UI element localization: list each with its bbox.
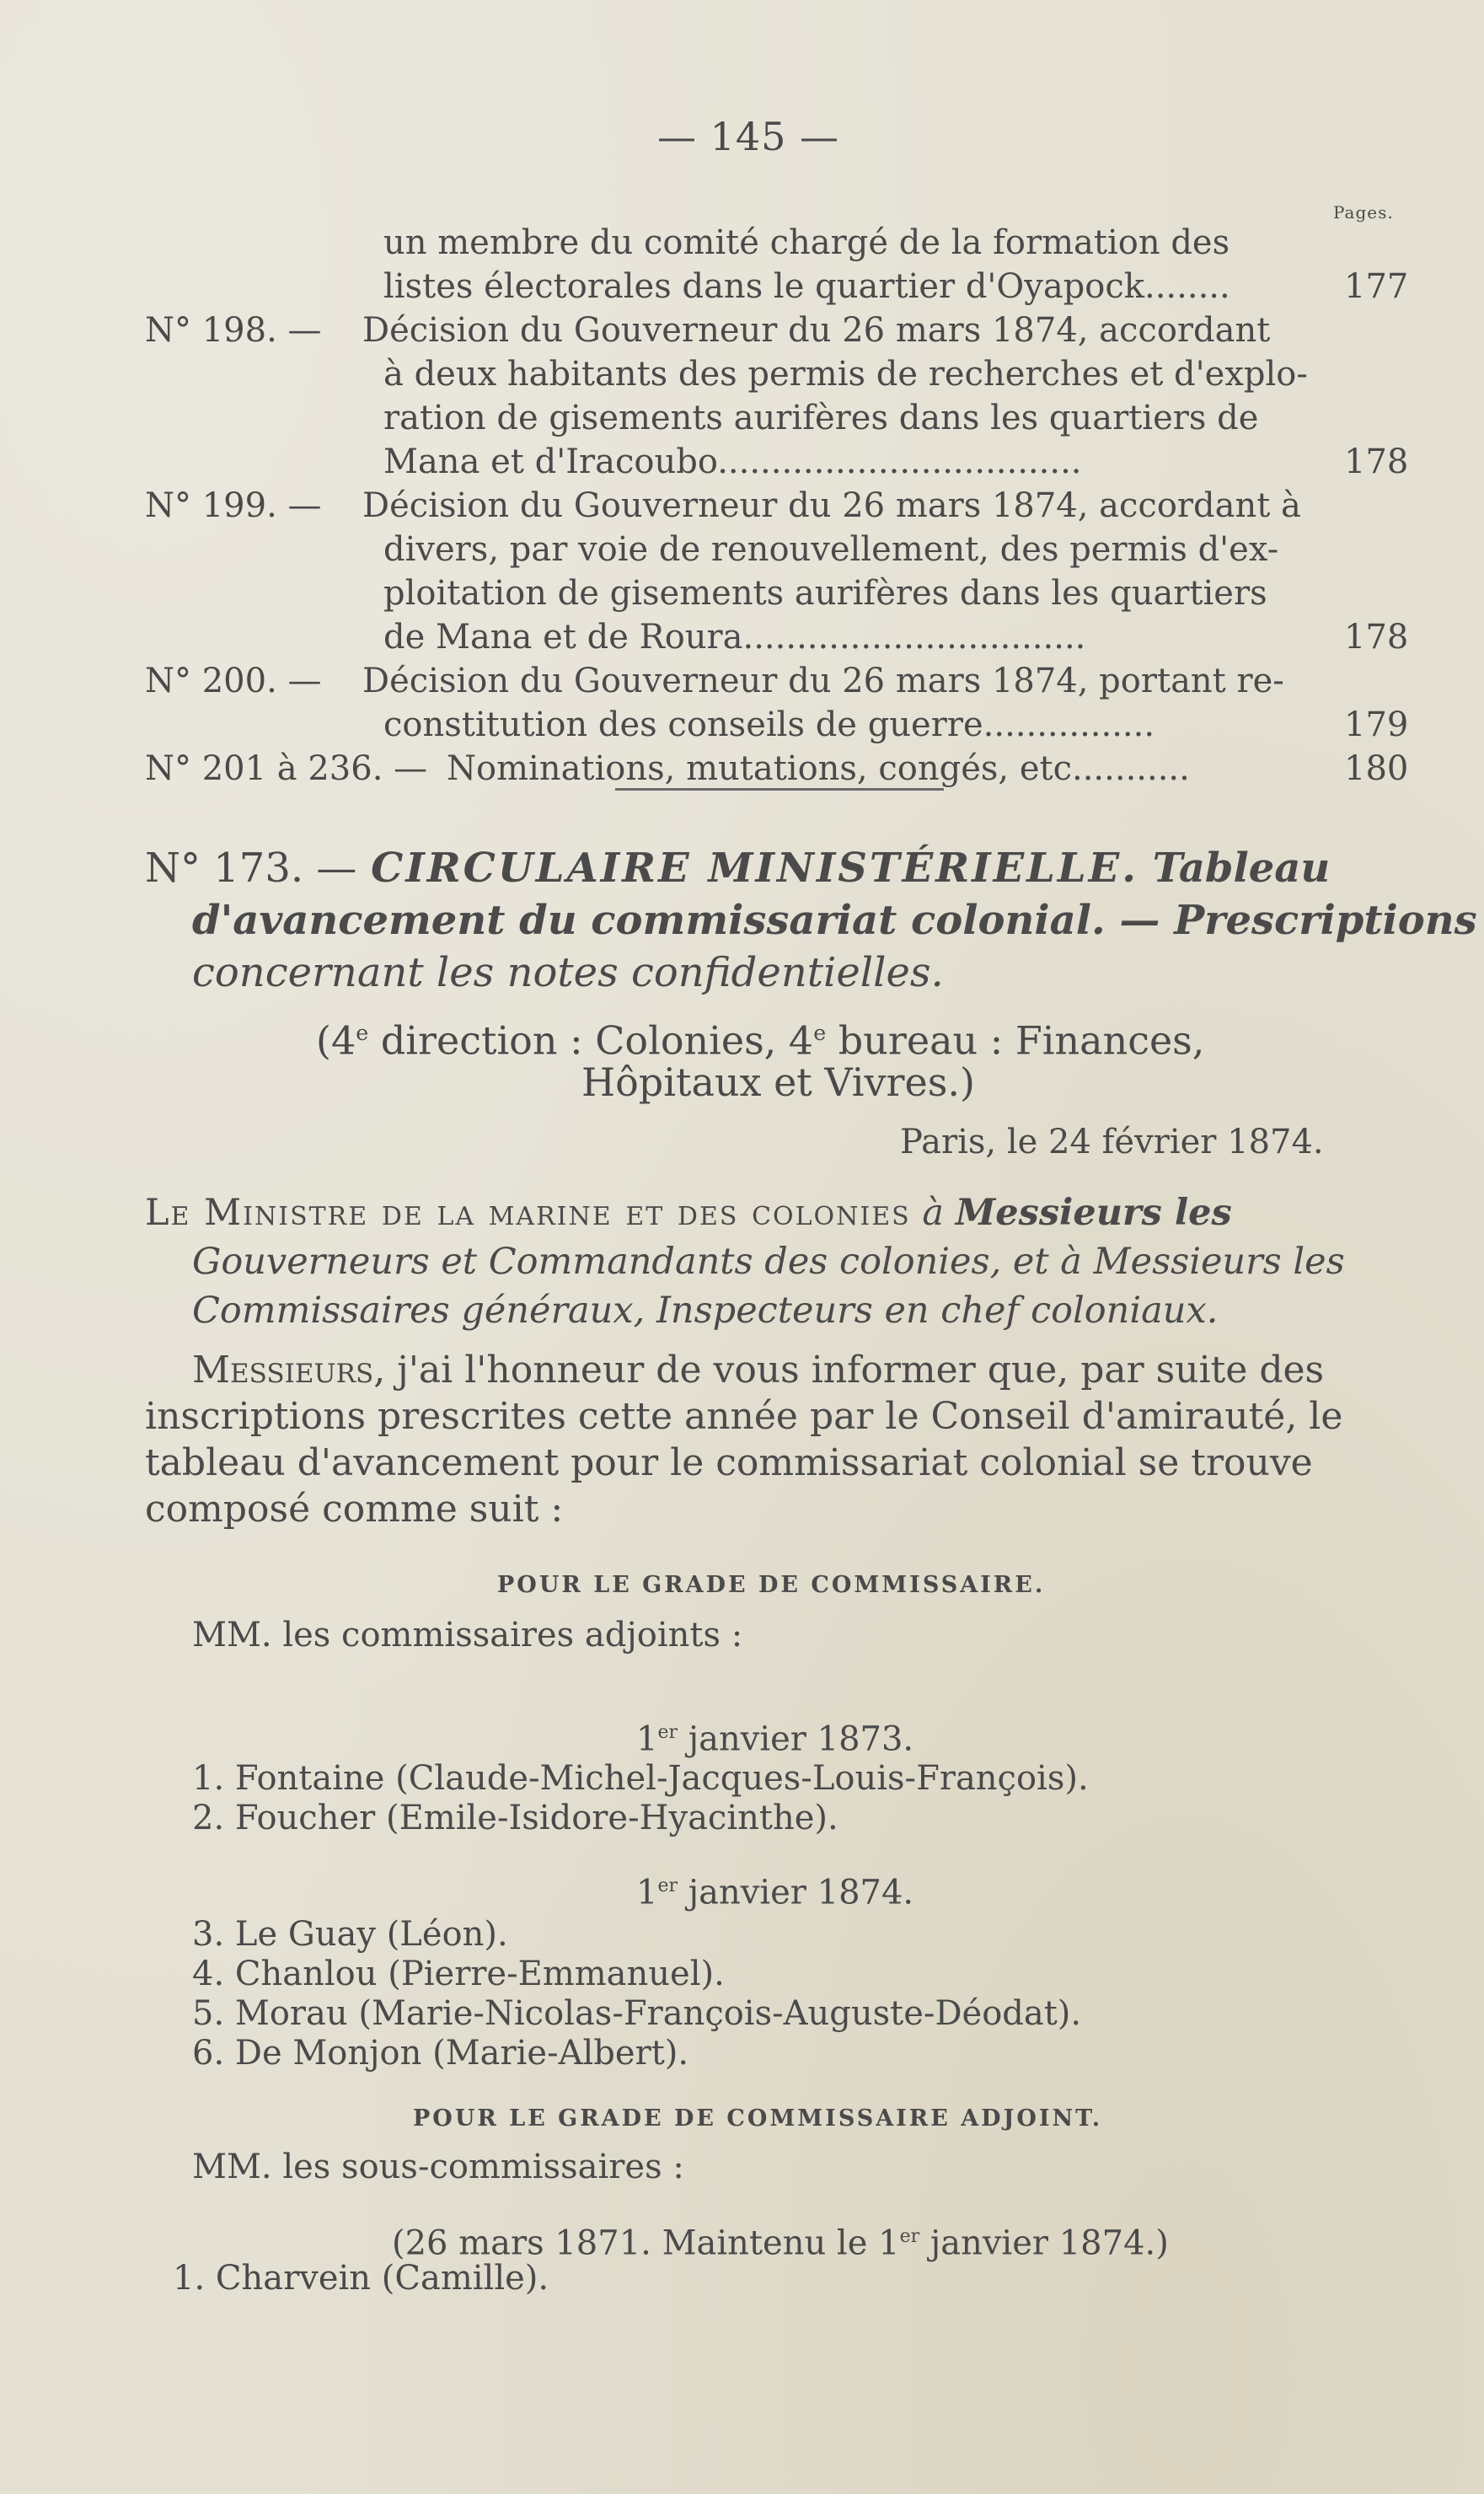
sender: Le Ministre de la marine et des colonies (145, 1192, 911, 1234)
toc-page: 177 (1344, 267, 1409, 306)
toc-line: de Mana et de Roura................................ (383, 618, 1086, 657)
heading-line: concernant les notes confidentielles. (192, 949, 944, 996)
list-item: 1. Charvein (Camille). (173, 2259, 549, 2298)
toc-line: ration de gisements aurifères dans les quartiers de (383, 399, 1259, 437)
section-title: POUR LE GRADE DE COMMISSAIRE. (497, 1572, 1046, 1598)
toc-line: constitution des conseils de guerre................ (383, 705, 1155, 744)
group-date: 1er janvier 1873. (636, 1719, 914, 1759)
salutation-line: Gouverneurs et Commandants des colonies, et à Messieurs les (192, 1241, 1345, 1283)
toc-page: 179 (1344, 705, 1409, 744)
list-item: 2. Foucher (Emile-Isidore-Hyacinthe). (192, 1799, 838, 1837)
group-date: 1er janvier 1874. (636, 1873, 914, 1912)
toc-line: Mana et d'Iracoubo.................................. (383, 442, 1082, 481)
toc-line: listes électorales dans le quartier d'Oyapock........ (383, 267, 1230, 306)
body-line: inscriptions prescrites cette année par le Conseil d'amirauté, le (145, 1395, 1343, 1438)
heading-number: N° 173. — (145, 845, 357, 892)
toc-line: Décision du Gouverneur du 26 mars 1874, accordant (362, 311, 1271, 350)
toc-number: N° 201 à 236. — (145, 749, 428, 788)
toc-line: Décision du Gouverneur du 26 mars 1874, portant re- (362, 662, 1284, 700)
body-line: tableau d'avancement pour le commissariat colonial se trouve (145, 1441, 1313, 1484)
salutation-line: Commissaires généraux, Inspecteurs en chef coloniaux. (192, 1290, 1219, 1332)
salutation-line: Le Ministre de la marine et des colonies à Messieurs les (145, 1192, 1232, 1234)
body-line: composé comme suit : (145, 1488, 564, 1531)
toc-number: N° 200. — (145, 662, 322, 700)
toc-page: 178 (1344, 618, 1409, 657)
group-date: (26 mars 1871. Maintenu le 1er janvier 1874.) (392, 2223, 1169, 2263)
list-item: 5. Morau (Marie-Nicolas-François-Auguste-Déodat). (192, 1994, 1082, 2033)
toc-number: N° 198. — (145, 311, 322, 350)
toc-line: ploitation de gisements aurifères dans les quartiers (383, 574, 1267, 613)
section-intro: MM. les commissaires adjoints : (192, 1616, 743, 1655)
list-item: 6. De Monjon (Marie-Albert). (192, 2034, 689, 2073)
dateline: Paris, le 24 février 1874. (900, 1123, 1324, 1161)
list-item: 4. Chanlou (Pierre-Emmanuel). (192, 1955, 725, 1993)
section-intro: MM. les sous-commissaires : (192, 2148, 684, 2186)
toc-line: Nominations, mutations, congés, etc........... (447, 749, 1190, 788)
toc-line: divers, par voie de renouvellement, des permis d'ex- (383, 530, 1279, 569)
direction-line: (4e direction : Colonies, 4e bureau : Finances, (316, 1017, 1205, 1064)
toc-line: un membre du comité chargé de la formation des (383, 223, 1230, 262)
list-item: 3. Le Guay (Léon). (192, 1915, 508, 1954)
heading-line: d'avancement du commissariat colonial. — Prescriptions (192, 897, 1477, 944)
section-divider (615, 788, 944, 791)
section-title: POUR LE GRADE DE COMMISSAIRE ADJOINT. (413, 2105, 1103, 2132)
toc-line: à deux habitants des permis de recherches et d'explo- (383, 355, 1308, 394)
pages-column-label: Pages. (1333, 202, 1394, 223)
body-line: Messieurs, j'ai l'honneur de vous informer que, par suite des (192, 1349, 1325, 1392)
document-heading (145, 843, 1330, 893)
page-number: — 145 — (657, 114, 840, 159)
toc-page: 180 (1344, 749, 1409, 788)
direction-line: Hôpitaux et Vivres.) (581, 1059, 975, 1105)
heading-circular: CIRCULAIRE MINISTÉRIELLE. (371, 845, 1138, 892)
toc-line: Décision du Gouverneur du 26 mars 1874, accordant à (362, 486, 1301, 525)
heading-tail: Tableau (1152, 845, 1331, 892)
toc-page: 178 (1344, 442, 1409, 481)
list-item: 1. Fontaine (Claude-Michel-Jacques-Louis-François). (192, 1759, 1089, 1798)
toc-number: N° 199. — (145, 486, 322, 525)
